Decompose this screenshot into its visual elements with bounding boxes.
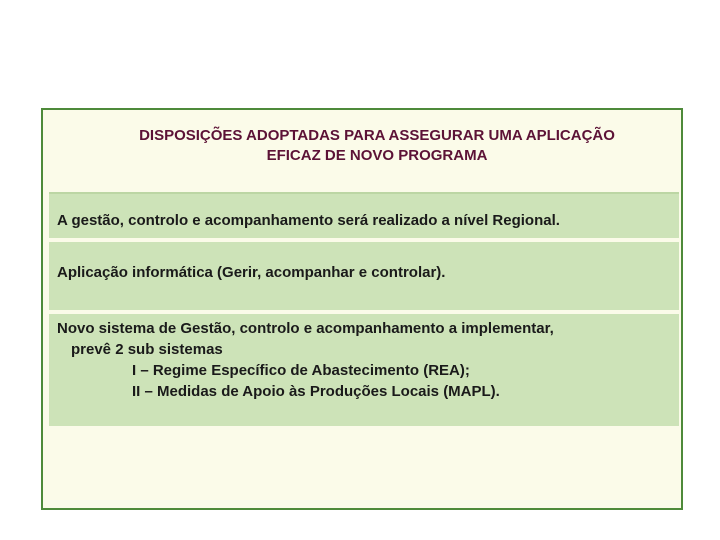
bullet-box-new-system: [49, 314, 679, 426]
subsystem-rea: I – Regime Específico de Abastecimento (REA);: [132, 362, 470, 379]
bullet-box-regional: [49, 192, 679, 238]
slide-title-line-1: DISPOSIÇÕES ADOPTADAS PARA ASSEGURAR UMA APLICAÇÃO: [139, 127, 615, 144]
bullet-text: A gestão, controlo e acompanhamento será realizado a nível Regional.: [57, 212, 560, 229]
slide-title: [43, 126, 681, 166]
bullet-text-line-2: prevê 2 sub sistemas: [71, 341, 223, 358]
subsystem-mapl: II – Medidas de Apoio às Produções Locais (MAPL).: [132, 383, 500, 400]
bullet-box-application: [49, 242, 679, 310]
slide-title-line-2: EFICAZ DE NOVO PROGRAMA: [266, 147, 488, 164]
content-panel: [41, 108, 683, 510]
bullet-text: Aplicação informática (Gerir, acompanhar e controlar).: [57, 264, 446, 281]
bullet-text-line-1: Novo sistema de Gestão, controlo e acompanhamento a implementar,: [57, 320, 554, 337]
